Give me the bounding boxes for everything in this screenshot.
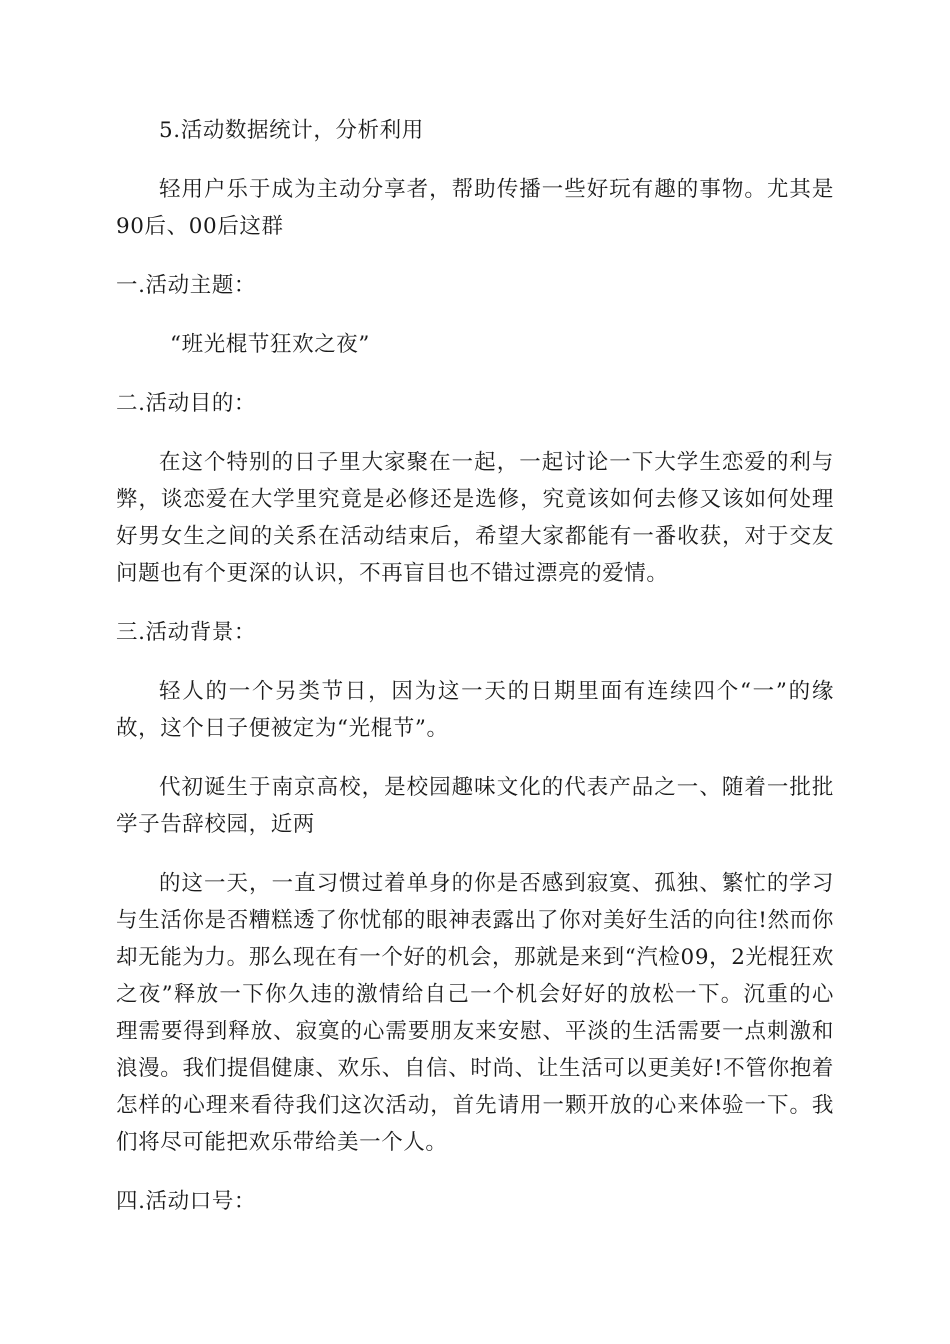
paragraph-background-festival: 轻人的一个另类节日，因为这一天的日期里面有连续四个“一”的缘故，这个日子便被定为“光棍节”。 <box>116 679 834 741</box>
heading-activity-slogan: 四.活动口号： <box>116 1189 257 1214</box>
heading-activity-background: 三.活动背景： <box>116 620 257 645</box>
document-body <box>116 112 834 1242</box>
heading-activity-theme: 一.活动主题： <box>116 273 257 298</box>
paragraph-activity-purpose: 在这个特别的日子里大家聚在一起，一起讨论一下大学生恋爱的利与弊，谈恋爱在大学里究竟是必修还是选修，究竟该如何去修又该如何处理好男女生之间的关系在活动结束后，希望大家都能有一番收获，对于交友问题也有个更深的认识，不再盲目也不错过漂亮的爱情。 <box>116 450 834 586</box>
activity-theme-quote: “班光棍节狂欢之夜” <box>170 332 370 357</box>
paragraph-data-statistics: 5.活动数据统计，分析利用 <box>159 118 424 143</box>
paragraph-background-origin: 代初诞生于南京高校，是校园趣味文化的代表产品之一、随着一批批学子告辞校园，近两 <box>116 775 834 837</box>
heading-activity-purpose: 二.活动目的： <box>116 391 257 416</box>
paragraph-background-invitation: 的这一天，一直习惯过着单身的你是否感到寂寞、孤独、繁忙的学习与生活你是否糟糕透了你忧郁的眼神表露出了你对美好生活的向往!然而你却无能为力。那么现在有一个好的机会，那就是来到“汽检09，2光棍狂欢之夜”释放一下你久违的激情给自己一个机会好好的放松一下。沉重的心理需要得到释放、寂寞的心需要朋友来安慰、平淡的生活需要一点刺激和浪漫。我们提倡健康、欢乐、自信、时尚、让生活可以更美好!不管你抱着怎样的心理来看待我们这次活动，首先请用一颗开放的心来体验一下。我们将尽可能把欢乐带给美一个人。 <box>116 871 834 1155</box>
paragraph-light-users: 轻用户乐于成为主动分享者，帮助传播一些好玩有趣的事物。尤其是90后、00后这群 <box>116 177 834 239</box>
